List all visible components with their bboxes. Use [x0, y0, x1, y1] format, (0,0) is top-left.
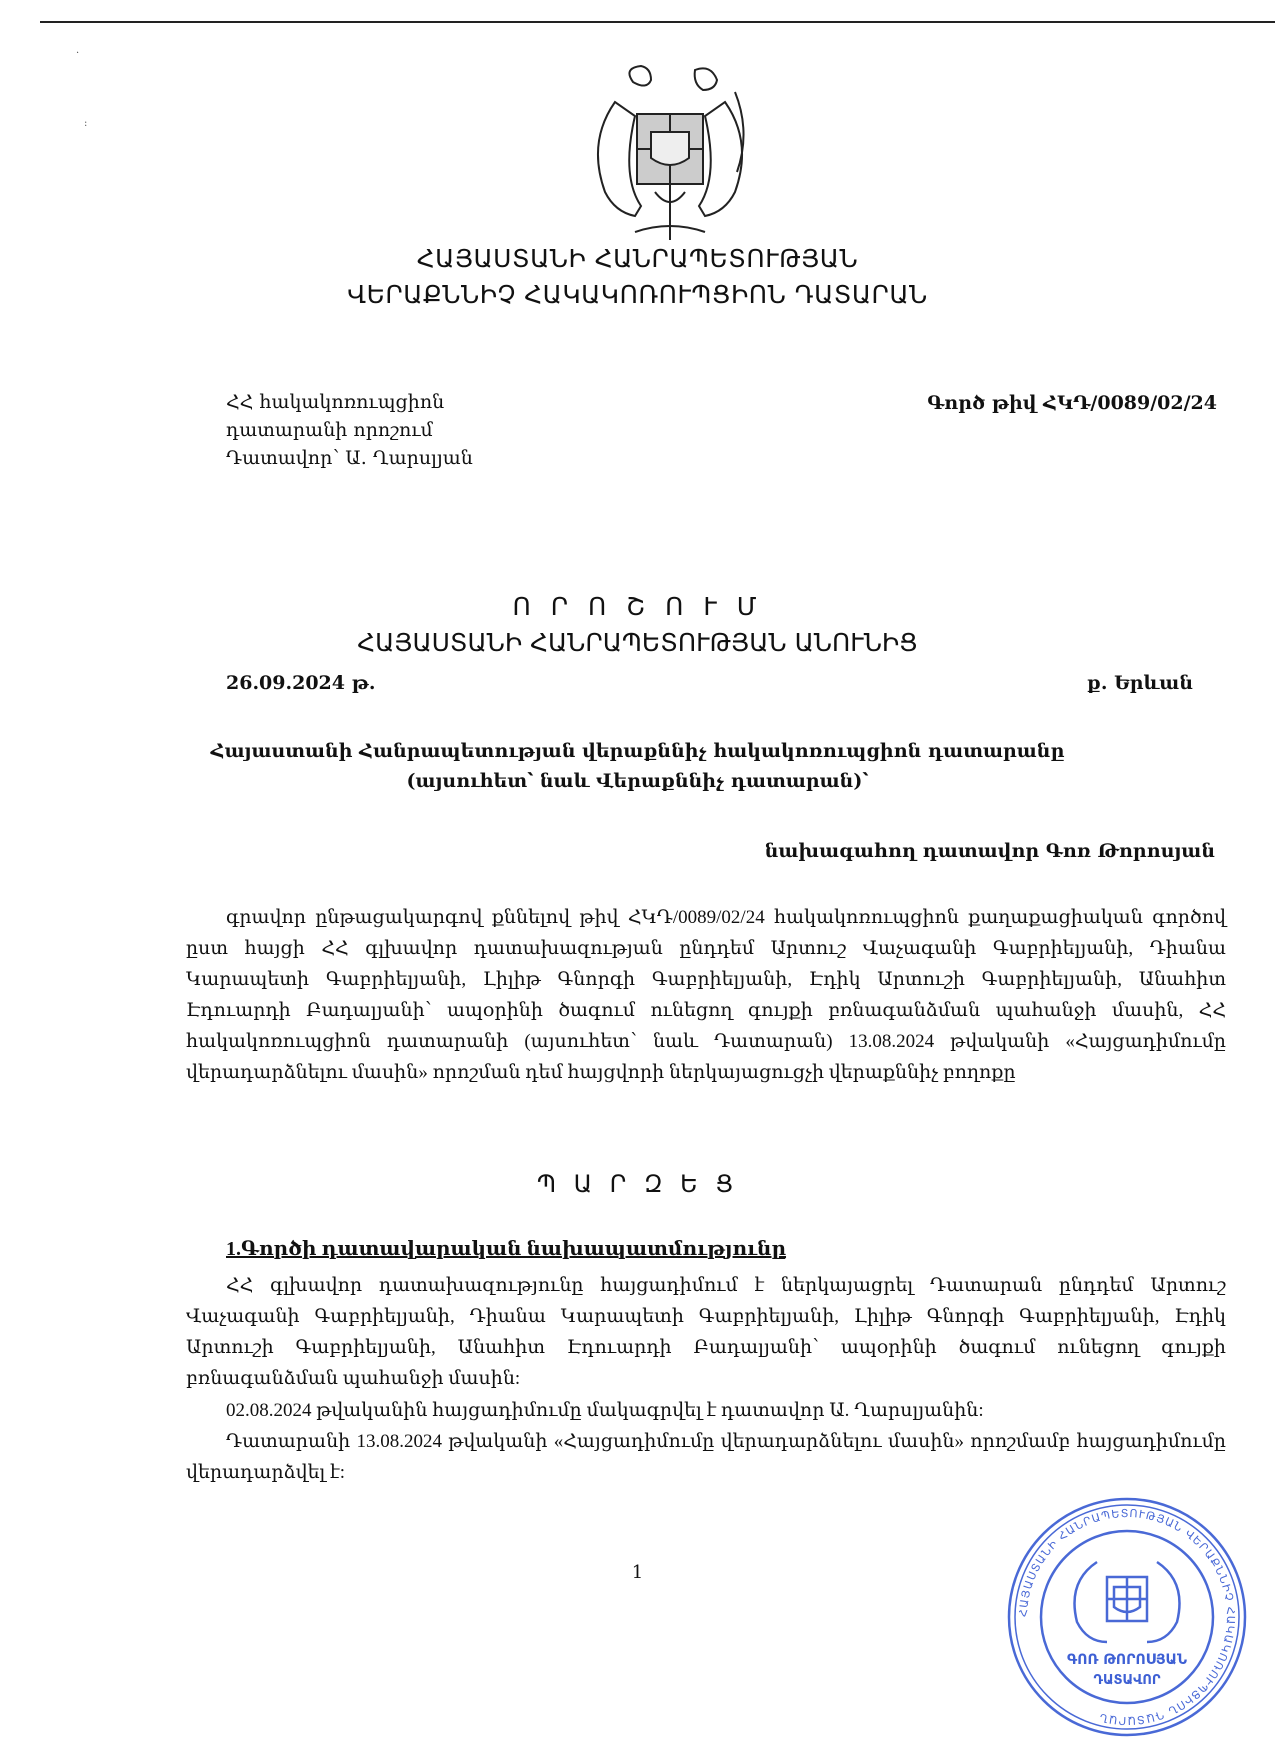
document-subtitle: ՀԱՅԱՍՏԱՆԻ ՀԱՆՐԱՊԵՏՈՒԹՅԱՆ ԱՆՈՒՆԻՑ [357, 628, 918, 657]
eagle-head [629, 66, 651, 86]
header-court-name: ՎԵՐԱՔՆՆԻՉ ՀԱԿԱԿՈՌՈՒՊՑԻՈՆ ԴԱՏԱՐԱՆ [347, 280, 928, 309]
court-seal-stamp [1002, 1492, 1252, 1742]
scan-top-edge [40, 21, 1275, 23]
scan-speck: : [84, 118, 88, 129]
origin-judge: Դատավոր՝ Ա. Ղարսլյան [226, 447, 473, 469]
court-abbreviation: (այսուհետ՝ նաև Վերաքննիչ դատարան)՝ [406, 770, 869, 792]
origin-decision: դատարանի որոշում [226, 419, 433, 441]
stamp-outer-text: ՀԱՅԱՍՏԱՆԻ ՀԱՆՐԱՊԵՏՈՒԹՅԱՆ ՎԵՐԱՔՆՆԻՉ ՀԱԿԱԿՈՌՈՒՊՑԻՈՆ ԴԱՏԱՐԱՆ [1016, 1506, 1238, 1728]
case-number: Գործ թիվ ՀԿԴ/0089/02/24 [927, 392, 1217, 414]
scan-speck: · [76, 48, 80, 59]
stamp-role: ԴԱՏԱՎՈՐ [1093, 1673, 1161, 1688]
body-paragraph [186, 1426, 1226, 1488]
decides-heading: Պ Ա Ր Զ Ե Ց [536, 1170, 739, 1198]
body-paragraph [186, 1395, 1226, 1426]
document-title: Ո Ր Ո Շ Ո Ւ Մ [512, 592, 763, 621]
intro-text: գրավոր ընթացակարգով քննելով թիվ ՀԿԴ/0089/02/24 հակակոռուպցիոն քաղաքացիական գործով ըստ հայցի ՀՀ գլխավոր դատախազության ընդդեմ Արտուշ Վաչագանի Գաբրիելյանի, Դիանա Կարապետի Գաբրիելյանի, Լիլիթ Գնորգի Գաբրիելյանի, Էդիկ Արտուշի Գաբրիելյանի, Անահիտ Էդուարդի Բադալյանի՝ ապօրինի ծագում ունեցող գույքի բռնագանձման պահանջի մասին, ՀՀ հակակոռուպցիոն դատարանի (այսուհետ՝ նաև Դատարան) 13.08.2024 թվականի «Հայցադիմումը վերադարձնելու մասին» որոշման դեմ հայցվորի ներկայացուցչի վերաքննիչ բողոքը [186, 907, 1226, 1083]
origin-block [226, 388, 473, 472]
page-number: 1 [631, 1562, 644, 1583]
decision-city: ք. Երևան [1086, 672, 1193, 694]
lion-head [695, 68, 717, 90]
section-heading: 1.Գործի դատավարական նախապատմությունը [226, 1238, 787, 1260]
paragraph-text: ՀՀ գլխավոր դատախազությունը հայցադիմում է ներկայացրել Դատարան ընդդեմ Արտուշ Վաչագանի Գաբրիելյանի, Դիանա Կարապետի Գաբրիելյանի, Լիլիթ Գնորգի Գաբրիելյանի, Էդիկ Արտուշի Գաբրիելյանի, Անահիտ Էդուարդի Բադալյանի՝ ապօրինի ծագում ունեցող գույքի բռնագանձման պահանջի մասին: [186, 1275, 1226, 1389]
court-name: Հայաստանի Հանրապետության վերաքննիչ հակակոռուպցիոն դատարանը [210, 740, 1065, 762]
paragraph-text: 02.08.2024 թվականին հայցադիմումը մակագրվել է դատավոր Ա. Ղարսլյանին: [226, 1400, 984, 1421]
paragraph-text: Դատարանի 13.08.2024 թվականի «Հայցադիմումը վերադարձնելու մասին» որոշմամբ հայցադիմումը վերադարձվել է: [186, 1431, 1226, 1483]
stamp-judge-name: ԳՈՌ ԹՈՐՈՍՅԱՆ [1067, 1652, 1187, 1668]
intro-paragraph [186, 902, 1226, 1088]
decision-date: 26.09.2024 թ. [226, 672, 376, 694]
body-paragraph [186, 1270, 1226, 1394]
presiding-judge: նախագահող դատավոր Գոռ Թորոսյան [764, 840, 1215, 862]
header-republic: ՀԱՅԱՍՏԱՆԻ ՀԱՆՐԱՊԵՏՈՒԹՅԱՆ [416, 244, 859, 273]
origin-court: ՀՀ հակակոռուպցիոն [226, 391, 445, 413]
coat-of-arms-emblem [585, 62, 755, 252]
